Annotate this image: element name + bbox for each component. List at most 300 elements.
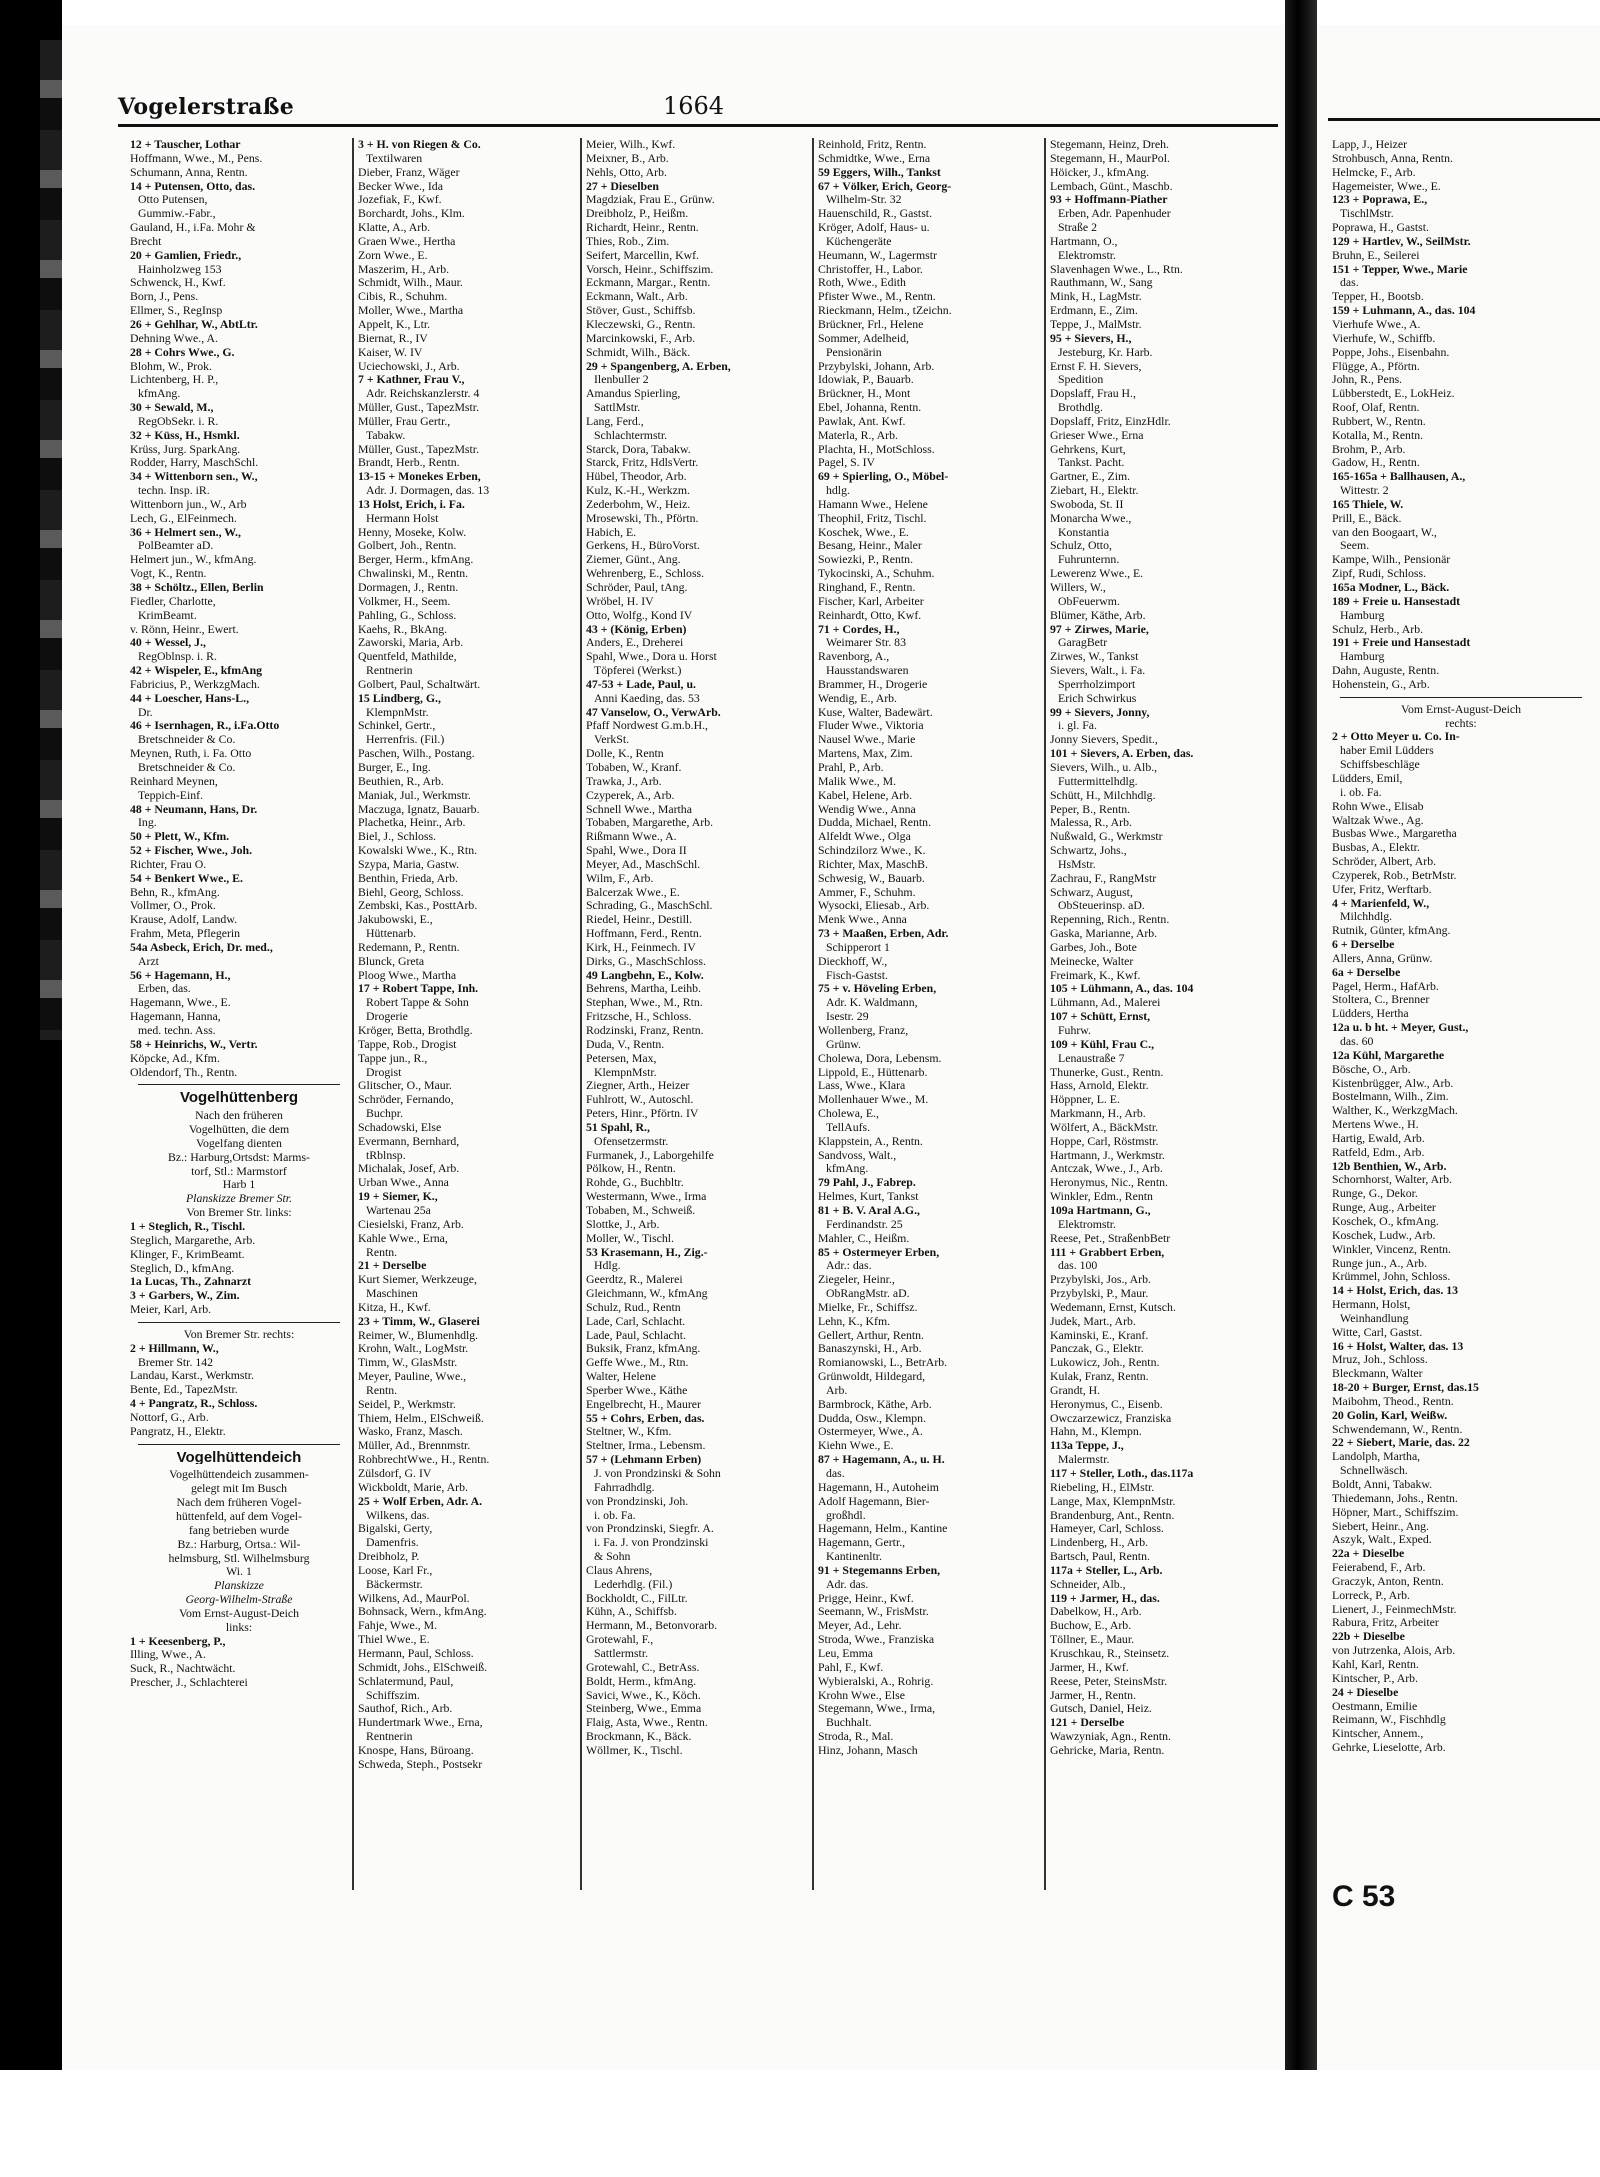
house-entry: 1 + Steglich, R., Tischl. [130,1219,246,1233]
resident-line: Panczak, G., Elektr. [1050,1342,1144,1356]
resident-line: SattlMstr. [594,401,641,415]
resident-line: Lapp, J., Heizer [1332,138,1408,151]
resident-line: Maschinen [366,1287,418,1301]
resident-line: Tappe jun., R., [358,1051,428,1065]
resident-line: Ferdinandstr. 25 [826,1217,903,1231]
house-entry: 55 + Cohrs, Erben, das. [586,1411,705,1425]
resident-line: Ellmer, S., RegInsp [130,304,223,318]
resident-line: Drogerie [366,1010,408,1024]
resident-line: Wawzyniak, Agn., Rentn. [1050,1730,1171,1744]
resident-line: Vollmer, O., Prok. [130,899,216,913]
resident-line: Wysocki, Eliesab., Arb. [818,899,930,913]
house-entry: 52 + Fischer, Wwe., Joh. [130,844,253,858]
resident-line: Busbas Wwe., Margaretha [1332,827,1457,841]
resident-line: Gutsch, Daniel, Heiz. [1050,1702,1152,1716]
resident-line: Przybylski, P., Maur. [1050,1287,1149,1301]
resident-line: Reimann, W., Fischhdlg [1332,1713,1446,1727]
resident-line: Reimer, W., Blumenhdlg. [358,1328,479,1342]
resident-line: Christoffer, H., Labor. [818,262,923,276]
house-entry: 99 + Sievers, Jonny, [1050,705,1150,719]
resident-line: Poprawa, H., Gastst. [1332,221,1429,235]
resident-line: Kantinenltr. [826,1550,883,1564]
resident-line: Steinberg, Wwe., Emma [586,1702,702,1716]
resident-line: Strohbusch, Anna, Rentn. [1332,151,1453,165]
resident-line: Konstantia [1058,525,1110,539]
resident-line: Zaworski, Maria, Arb. [358,636,464,650]
resident-line: Hermann Holst [366,511,439,525]
resident-line: fang betrieben wurde [188,1523,290,1537]
resident-line: RegObSekr. i. R. [138,414,219,428]
resident-line: Golbert, Paul, Schaltwärt. [358,677,481,691]
resident-line: Planskizze Bremer Str. [185,1192,293,1206]
resident-line: Walther, K., WerkzgMach. [1332,1104,1458,1118]
resident-line: Wybieralski, A., Rohrig. [818,1674,934,1688]
resident-line: Steltner, W., Kfm. [586,1425,672,1439]
house-entry: 50 + Plett, W., Kfm. [130,830,230,844]
resident-line: Prill, E., Bäck. [1332,511,1402,525]
resident-line: Kirk, H., Feinmech. IV [586,940,696,954]
resident-line: Lukowicz, Joh., Rentn. [1050,1356,1160,1370]
resident-line: Weimarer Str. 83 [826,636,906,650]
resident-line: Dopslaff, Frau H., [1050,387,1136,401]
resident-line: Schröder, Paul, tAng. [586,581,688,594]
resident-line: ObRangMstr. aD. [826,1287,910,1301]
resident-line: Antczak, Wwe., J., Arb. [1050,1162,1163,1176]
resident-line: VerkSt. [594,733,630,747]
resident-line: Fiedler, Charlotte, [130,594,216,608]
resident-line: Schiffszim. [366,1688,420,1702]
resident-line: Repenning, Rich., Rentn. [1050,913,1170,927]
resident-line: Lewerenz Wwe., E. [1050,567,1144,581]
resident-line: Klinger, F., KrimBeamt. [130,1247,245,1261]
resident-line: Wöllmer, K., Tischl. [586,1743,683,1757]
house-entry: 81 + B. V. Aral A.G., [818,1203,920,1217]
resident-line: Kampe, Wilh., Pensionär [1332,553,1451,567]
resident-line: Rohn Wwe., Elisab [1332,799,1424,813]
resident-line: Hagemann, Hanna, [130,1010,221,1024]
resident-line: Sievers, Wilh., u. Alb., [1050,760,1158,774]
house-entry: 47 Vanselow, O., VerwArb. [586,705,721,719]
resident-line: Maibohm, Theod., Rentn. [1332,1394,1454,1408]
resident-line: Zederbohm, W., Heiz. [586,497,691,511]
resident-line: Burger, E., Ing. [358,760,431,774]
resident-line: Adr. J. Dormagen, das. 13 [366,484,490,498]
resident-line: Hausstandswaren [826,664,909,678]
resident-line: Ebel, Johanna, Rentn. [818,401,922,415]
resident-line: Seem. [1340,539,1370,553]
resident-line: Schumann, Anna, Rentn. [130,165,248,179]
resident-line: Grandt, H. [1050,1383,1101,1397]
house-entry: 14 + Putensen, Otto, das. [130,179,256,193]
resident-line: Lech, G., ElFeinmech. [130,511,237,525]
resident-line: Schadowski, Else [358,1120,442,1134]
resident-line: Adolf Hagemann, Bier- [818,1494,930,1508]
resident-line: Müller, Ad., Brennmstr. [358,1439,471,1453]
resident-line: Seidel, P., Werkmstr. [358,1397,456,1411]
resident-line: John, R., Pens. [1332,373,1403,387]
resident-line: Anders, E., Dreherei [586,636,684,650]
resident-line: Mielke, Fr., Schiffsz. [818,1300,918,1314]
resident-line: Martens, Max, Zim. [818,747,913,761]
resident-line: Isestr. 29 [826,1010,869,1024]
resident-line: Landau, Karst., Werkmstr. [130,1369,254,1383]
resident-line: Walter, Helene [586,1370,656,1384]
resident-line: Wilkens, das. [366,1508,430,1522]
resident-line: Stephan, Wwe., M., Rtn. [586,996,703,1010]
resident-line: Krohn Wwe., Else [818,1688,905,1702]
resident-line: Mrosewski, Th., Pförtn. [586,511,699,525]
resident-line: Loose, Karl Fr., [358,1563,433,1577]
resident-line: Schnellwäsch. [1340,1464,1408,1478]
resident-line: tRblnsp. [366,1148,406,1162]
resident-line: Frahm, Meta, Pflegerin [130,927,241,941]
resident-line: Illing, Wwe., A. [130,1648,206,1662]
resident-line: Engelbrecht, H., Maurer [586,1397,701,1411]
resident-line: Kintscher, Annem., [1332,1727,1424,1741]
resident-line: kfmAng. [138,387,181,401]
resident-line: Blümer, Käthe, Arb. [1050,608,1146,622]
resident-line: Runge jun., A., Arb. [1332,1256,1428,1270]
resident-line: Meinecke, Walter [1050,954,1134,968]
resident-line: Stegemann, Wwe., Irma, [818,1702,936,1716]
resident-line: Przybylski, Johann, Arb. [818,359,935,373]
resident-line: Schwendemann, W., Rentn. [1332,1422,1463,1436]
house-entry: 47-53 + Lade, Paul, u. [586,677,696,691]
resident-line: Schindzilorz Wwe., K. [818,844,926,858]
resident-line: Drogist [366,1065,402,1079]
house-entry: 19 + Siemer, K., [358,1190,438,1204]
resident-line: Buchpr. [366,1107,404,1121]
resident-line: Blohm, W., Prok. [130,359,212,373]
resident-line: Hoppe, Carl, Röstmstr. [1050,1134,1159,1148]
resident-line: Reinhold, Fritz, Rentn. [818,138,927,151]
resident-line: Koschek, O., kfmAng. [1332,1214,1439,1228]
resident-line: Kulz, K.-H., Werkzm. [586,484,690,498]
resident-line: Thies, Rob., Zim. [586,234,670,248]
resident-line: Hoffmann, Ferd., Rentn. [586,927,702,941]
resident-line: Materla, R., Arb. [818,428,898,442]
house-entry: 53 Krasemann, H., Zig.- [586,1245,708,1259]
resident-line: Roof, Olaf, Rentn. [1332,401,1420,415]
resident-line: Eckmann, Walt., Arb. [586,290,688,304]
resident-line: Damenfris. [366,1536,419,1550]
resident-line: Siebert, Heinr., Ang. [1332,1519,1429,1533]
resident-line: Bigalski, Gerty, [358,1522,433,1536]
resident-line: Roth, Wwe., Edith [818,276,906,290]
resident-line: Paschen, Wilh., Postang. [358,747,475,761]
resident-line: Höicker, J., kfmAng. [1050,165,1150,179]
resident-line: Nach den früheren [195,1109,283,1123]
resident-line: Volkmer, H., Seem. [358,594,451,608]
house-entry: 1 + Keesenberg, P., [130,1634,226,1648]
house-entry: 101 + Sievers, A. Erben, das. [1050,747,1194,761]
resident-line: Wickboldt, Marie, Arb. [358,1480,468,1494]
resident-line: Jarmer, H., Rentn. [1050,1688,1137,1702]
resident-line: Winkler, Vincenz, Rentn. [1332,1242,1452,1256]
resident-line: Henny, Moseke, Kolw. [358,525,467,539]
resident-line: Tobaben, M., Schweiß. [586,1203,696,1217]
resident-line: Wilm, F., Arb. [586,871,654,885]
resident-line: Biernat, R., IV [358,331,428,345]
resident-line: TischlMstr. [1340,207,1394,221]
house-entry: 6a + Derselbe [1332,965,1401,979]
resident-line: Kröger, Adolf, Haus- u. [818,221,930,235]
resident-line: Nausel Wwe., Marie [818,733,916,747]
resident-line: Wittenborn jun., W., Arb [130,497,247,511]
resident-line: Cholewa, Dora, Lebensm. [818,1051,942,1065]
resident-line: Schrading, G., MaschSchl. [586,899,713,913]
house-entry: 107 + Schütt, Ernst, [1050,1010,1151,1024]
resident-line: Idowiak, P., Bauarb. [818,373,914,387]
resident-line: Vogt, K., Rentn. [130,567,207,581]
resident-line: Graczyk, Anton, Rentn. [1332,1574,1444,1588]
resident-line: Prigge, Heinr., Kwf. [818,1591,914,1605]
resident-line: Zirwes, W., Tankst [1050,650,1139,664]
resident-line: Besang, Heinr., Maler [818,539,922,553]
resident-line: Köpcke, Ad., Kfm. [130,1051,220,1065]
resident-line: Spedition [1058,373,1104,387]
resident-line: Wasko, Franz, Masch. [358,1425,463,1439]
resident-line: großhdl. [826,1508,866,1522]
resident-line: Evermann, Bernhard, [358,1134,460,1148]
resident-line: Planskizze [214,1579,264,1593]
resident-line: Erben, Adr. Papenhuder [1058,207,1171,221]
house-entry: 119 + Jarmer, H., das. [1050,1591,1160,1605]
resident-line: Swoboda, St. II [1050,497,1124,511]
house-entry: 43 + (König, Erben) [586,622,687,636]
resident-line: Grotewahl, F., [586,1633,654,1647]
resident-line: Richardt, Heinr., Rentn. [586,221,699,235]
resident-line: Adr. das. [826,1577,869,1591]
resident-line: Behrens, Martha, Leihb. [586,982,701,996]
resident-line: Brockmann, K., Bäck. [586,1730,692,1744]
page-gutter [1285,0,1317,2070]
resident-line: Stroda, R., Mal. [818,1730,894,1744]
resident-line: Pensionärin [826,345,882,359]
resident-line: Tappe, Rob., Drogist [358,1037,457,1051]
resident-line: Hundertmark Wwe., Erna, [358,1716,483,1730]
resident-line: von Prondzinski, Siegfr. A. [586,1522,714,1536]
house-entry: 109a Hartmann, G., [1050,1203,1151,1217]
page-number: 1664 [663,92,725,120]
resident-line: Dabelkow, H., Arb. [1050,1605,1142,1619]
resident-line: Hass, Arnold, Elektr. [1050,1079,1149,1093]
resident-line: Teppe, J., MalMstr. [1050,317,1142,331]
resident-line: Sauthof, Rich., Arb. [358,1702,453,1716]
resident-line: Boldt, Anni, Tabakw. [1332,1478,1433,1491]
resident-line: Trawka, J., Arb. [586,774,662,788]
resident-line: Zembski, Kas., PosttArb. [358,899,478,913]
resident-line: Wehrenberg, E., Schloss. [586,567,705,581]
resident-line: Brecht [130,234,162,248]
resident-line: Peper, B., Rentn. [1050,802,1131,816]
resident-line: KrimBeamt. [138,608,197,622]
resident-line: Harb 1 [222,1178,256,1192]
resident-line: Schmidt, Wilh., Maur. [358,276,463,290]
resident-line: Fuhrw. [1058,1024,1091,1037]
house-entry: 4 + Pangratz, R., Schloss. [130,1397,258,1411]
resident-line: Vogelfang dienten [196,1136,282,1150]
resident-line: Rentn. [366,1245,398,1259]
resident-line: Kruschkau, R., Steinsetz. [1050,1646,1170,1660]
resident-line: Theophil, Fritz, Tischl. [818,511,927,525]
resident-line: Cibis, R., Schuhm. [358,290,448,304]
resident-line: Stegemann, Heinz, Dreh. [1050,138,1169,151]
resident-line: Pagel, Herm., HafArb. [1332,979,1439,993]
resident-line: Lang, Ferd., [586,414,644,428]
resident-line: Habich, E. [586,525,637,539]
resident-line: Schiffsbeschläge [1340,758,1420,772]
house-entry: 46 + Isernhagen, R., i.Fa.Otto [130,719,280,733]
resident-line: Höppner, L. E. [1050,1093,1120,1107]
resident-line: Schipperort 1 [826,940,890,954]
resident-line: Maszerim, H., Arb. [358,262,450,276]
house-entry: 7 + Kathner, Frau V., [358,373,465,387]
resident-line: Hamann Wwe., Helene [818,497,928,511]
resident-line: hdlg. [826,484,850,498]
house-entry: 20 + Gamlien, Friedr., [130,248,242,262]
resident-line: techn. Insp. iR. [138,484,210,498]
resident-line: Schweda, Steph., Postsekr [358,1757,483,1771]
resident-line: Behn, R., kfmAng. [130,885,220,899]
resident-line: Seemann, W., FrisMstr. [818,1605,929,1619]
resident-line: Hoffmann, Wwe., M., Pens. [130,151,263,165]
resident-line: Meier, Wilh., Kwf. [586,138,676,151]
resident-line: Höpner, Mart., Schiffszim. [1332,1505,1459,1519]
resident-line: Stroda, Wwe., Franziska [818,1633,935,1647]
resident-line: Kabel, Helene, Arb. [818,788,913,802]
resident-line: Rißmann Wwe., A. [586,830,677,844]
house-entry: 165 Thiele, W. [1332,497,1404,511]
resident-line: Rauthmann, W., Sang [1050,276,1153,290]
resident-line: Hamburg [1340,608,1385,622]
house-entry: 51 Spahl, R., [586,1120,650,1134]
house-entry: 93 + Hoffmann-Piather [1050,193,1168,207]
resident-line: Reese, Peter, SteinsMstr. [1050,1674,1168,1688]
resident-line: Schneider, Alb., [1050,1577,1126,1591]
house-entry: 57 + (Lehmann Erben) [586,1453,702,1467]
resident-line: Hartig, Ewald, Arb. [1332,1131,1425,1145]
resident-line: Nußwald, G., Werkmstr [1050,830,1163,844]
resident-line: Thiel Wwe., E. [358,1633,430,1647]
house-entry: 2 + Hillmann, W., [130,1341,219,1355]
resident-line: Gleichmann, W., kfmAng [586,1287,708,1301]
house-entry: 54 + Benkert Wwe., E. [130,871,243,885]
resident-line: Kistenbrügger, Alw., Arb. [1332,1076,1454,1090]
resident-line: Dirks, G., MaschSchloss. [586,954,706,968]
resident-line: Banaszynski, H., Arb. [818,1342,922,1356]
resident-line: Hagemann, Wwe., E. [130,996,231,1010]
resident-line: Ilenbuller 2 [594,373,649,387]
house-entry: 117a + Steller, L., Arb. [1050,1563,1163,1577]
resident-line: Schnell Wwe., Martha [586,802,692,816]
house-entry: 2 + Otto Meyer u. Co. In- [1332,730,1460,744]
resident-line: Teppich-Einf. [138,788,204,802]
resident-line: Romianowski, L., BetrArb. [818,1356,948,1370]
directory-column-2 [358,138,576,1772]
resident-line: Eckmann, Margar., Rentn. [586,276,711,290]
resident-line: Bohnsack, Wern., kfmAng. [358,1605,487,1619]
resident-line: torf, Stl.: Marmstorf [191,1164,287,1178]
resident-line: Bente, Ed., TapezMstr. [130,1383,238,1397]
resident-line: Lühmann, Ad., Malerei [1050,996,1161,1010]
house-entry: 54a Asbeck, Erich, Dr. med., [130,940,273,954]
resident-line: Bartsch, Paul, Rentn. [1050,1550,1150,1564]
resident-line: Czyperek, Rob., BetrMstr. [1332,868,1457,882]
resident-line: Brothdlg. [1058,401,1103,415]
resident-line: Ziebart, H., Elektr. [1050,484,1139,498]
resident-line: Pagel, S. IV [818,456,876,470]
resident-line: Krümmel, John, Schloss. [1332,1270,1451,1284]
resident-line: Lembach, Günt., Maschb. [1050,179,1173,193]
resident-line: Buchhalt. [826,1716,872,1730]
resident-line: Meynen, Ruth, i. Fa. Otto [130,747,252,761]
resident-line: Beuthien, R., Arb. [358,774,444,788]
scan-binding-edge [0,0,62,2070]
resident-line: Rieckmann, Helm., tZeichn. [818,304,952,318]
resident-line: Lass, Wwe., Klara [818,1079,906,1093]
house-entry: 3 + Garbers, W., Zim. [130,1289,240,1303]
resident-line: Gehrke, Lieselotte, Arb. [1332,1741,1446,1755]
resident-line: Judek, Mart., Arb. [1050,1314,1136,1328]
resident-line: Ravenborg, A., [818,650,890,664]
resident-line: v. Rönn, Heinr., Ewert. [130,622,239,636]
resident-line: Schütt, H., Milchhdlg. [1050,788,1156,802]
resident-line: Urban Wwe., Anna [358,1176,449,1190]
resident-line: Przybylski, Jos., Arb. [1050,1273,1151,1287]
directory-column-5 [1050,138,1272,1758]
resident-line: rechts: [1445,716,1477,730]
resident-line: Flaig, Asta, Wwe., Rentn. [586,1716,708,1730]
resident-line: Fuhlrott, W., Autoschl. [586,1093,694,1107]
resident-line: Meyer, Pauline, Wwe., [358,1370,467,1384]
resident-line: Schlatermund, Paul, [358,1674,454,1688]
resident-line: Rodzinski, Franz, Rentn. [586,1024,704,1037]
resident-line: Thiem, Helm., ElSchweiß. [358,1411,484,1425]
house-entry: 95 + Sievers, H., [1050,331,1132,345]
resident-line: Elektromstr. [1058,1217,1116,1231]
section-rule [138,1444,340,1445]
resident-line: ObFeuerwm. [1058,594,1120,608]
resident-line: Buchow, E., Arb. [1050,1619,1132,1633]
house-entry: 71 + Cordes, H., [818,622,900,636]
resident-line: Lüdders, Hertha [1332,1007,1409,1021]
resident-line: Magdziak, Frau E., Grünw. [586,193,715,207]
resident-line: Buksik, Franz, kfmAng. [586,1342,701,1356]
house-entry: 85 + Ostermeyer Erben, [818,1245,940,1259]
resident-line: Mink, H., LagMstr. [1050,290,1142,304]
resident-line: links: [225,1620,253,1634]
resident-line: Ammer, F., Schuhm. [818,885,916,899]
resident-line: Malik Wwe., M. [818,774,897,788]
house-entry: 75 + v. Höveling Erben, [818,982,937,996]
resident-line: Pölkow, H., Rentn. [586,1162,676,1176]
resident-line: Willers, W., [1050,581,1106,594]
directory-column-3 [586,138,808,1758]
house-entry: 73 + Maaßen, Erben, Adr. [818,927,949,941]
house-entry: 12 + Tauscher, Lothar [130,138,241,151]
resident-line: Stoltera, C., Brenner [1332,993,1430,1007]
resident-line: Riebeling, H., ElMstr. [1050,1480,1155,1494]
house-entry: 13 Holst, Erich, i. Fa. [358,497,465,511]
resident-line: J. von Prondzinski & Sohn [594,1467,721,1480]
resident-line: Thiedemann, Johs., Rentn. [1332,1491,1458,1505]
directory-column-1 [130,138,348,1690]
resident-line: Dreibholz, P., Heißm. [586,207,689,221]
house-entry: 79 Pahl, J., Fabrep. [818,1176,916,1190]
resident-line: Marcinkowski, F., Arb. [586,331,696,345]
resident-line: haber Emil Lüdders [1340,744,1434,758]
